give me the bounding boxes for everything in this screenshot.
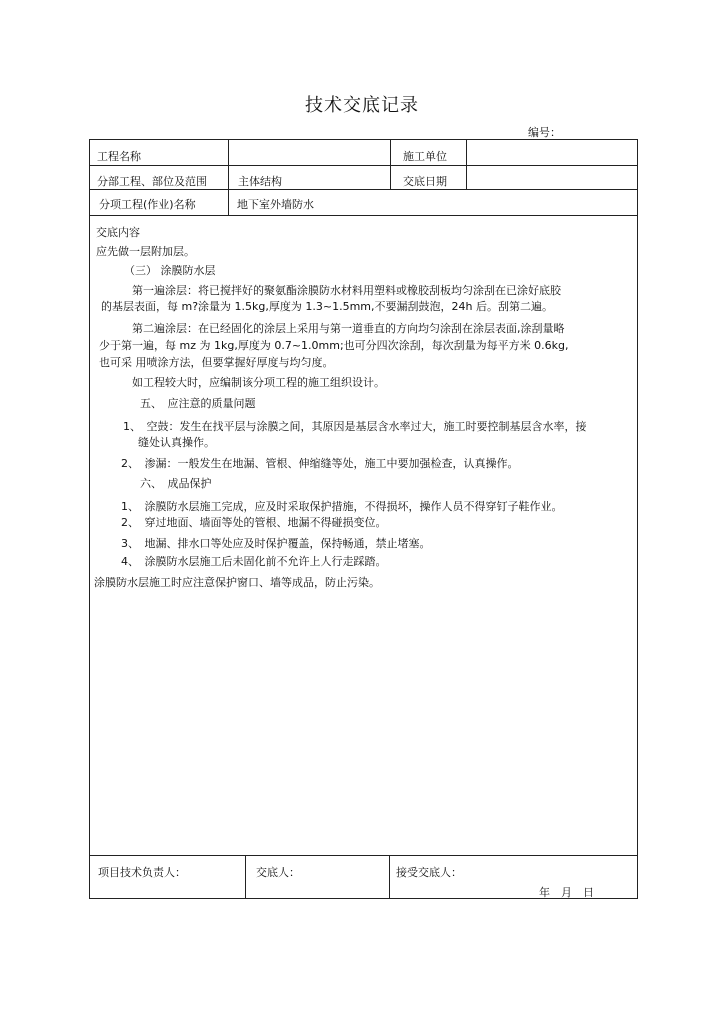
col-divider bbox=[389, 855, 390, 899]
row-divider bbox=[90, 165, 637, 166]
construction-unit-label: 施工单位 bbox=[403, 150, 447, 163]
content-line: 五、 应注意的质量问题 bbox=[140, 397, 256, 410]
content-line: 少于第一遍，每 mz 为 1kg,厚度为 0.7~1.0mm;也可分四次涂刮，每次刮量为每平方米 0.6kg, bbox=[99, 339, 569, 352]
content-line: 2、 穿过地面、墙面等处的管根、地漏不得碰损变位。 bbox=[121, 516, 387, 529]
content-line: （三） 涂膜防水层 bbox=[124, 264, 216, 277]
col-divider bbox=[466, 140, 467, 189]
col-divider bbox=[390, 140, 391, 189]
document-title: 技术交底记录 bbox=[305, 95, 419, 116]
sub-item-value: 地下室外墙防水 bbox=[237, 198, 314, 211]
signature-date: 年 月 日 bbox=[539, 886, 594, 899]
handover-person-label: 交底人： bbox=[256, 866, 300, 879]
content-section-label: 交底内容 bbox=[96, 226, 140, 239]
receiver-label: 接受交底人： bbox=[396, 866, 462, 879]
tech-lead-label: 项目技术负责人： bbox=[98, 866, 186, 879]
content-line: 第一遍涂层：将已搅拌好的聚氨酯涂膜防水材料用塑料或橡胶刮板均匀涂刮在已涂好底胶 bbox=[132, 284, 561, 297]
division-label: 分部工程、部位及范围 bbox=[97, 175, 207, 188]
content-line: 1、 涂膜防水层施工完成，应及时采取保护措施，不得损坏，操作人员不得穿钉子鞋作业。 bbox=[121, 500, 563, 513]
content-line: 第二遍涂层：在已经固化的涂层上采用与第一道垂直的方向均匀涂刮在涂层表面,涂刮量略 bbox=[132, 322, 565, 335]
document-number-label: 编号： bbox=[528, 126, 561, 139]
content-line: 如工程较大时，应编制该分项工程的施工组织设计。 bbox=[132, 376, 385, 389]
content-line: 也可采 用喷涂方法，但要掌握好厚度与均匀度。 bbox=[99, 356, 334, 369]
row-divider bbox=[90, 215, 637, 216]
col-divider bbox=[228, 140, 229, 215]
content-line: 2、 渗漏：一般发生在地漏、管根、伸缩缝等处，施工中要加强检查，认真操作。 bbox=[121, 457, 519, 470]
content-line: 1、 空鼓：发生在找平层与涂膜之间，其原因是基层含水率过大，施工时要控制基层含水率，接 bbox=[123, 420, 587, 433]
content-line: 涂膜防水层施工时应注意保护窗口、墙等成品，防止污染。 bbox=[94, 576, 380, 589]
content-line: 3、 地漏、排水口等处应及时保护覆盖，保持畅通，禁止堵塞。 bbox=[121, 537, 431, 550]
content-line: 缝处认真操作。 bbox=[138, 436, 215, 449]
content-line: 应先做一层附加层。 bbox=[96, 245, 195, 258]
project-name-label: 工程名称 bbox=[97, 150, 141, 163]
row-divider bbox=[90, 189, 637, 190]
content-line: 4、 涂膜防水层施工后未固化前不允许上人行走踩踏。 bbox=[121, 555, 387, 568]
col-divider bbox=[245, 855, 246, 899]
handover-date-label: 交底日期 bbox=[403, 175, 447, 188]
division-value: 主体结构 bbox=[238, 175, 282, 188]
content-line: 六、 成品保护 bbox=[140, 477, 212, 490]
sub-item-label: 分项工程(作业)名称 bbox=[99, 198, 196, 211]
content-line: 的基层表面，每 m?涂量为 1.5kg,厚度为 1.3~1.5mm,不要漏刮鼓泡，24h 后。刮第二遍。 bbox=[101, 300, 553, 313]
record-table bbox=[89, 139, 638, 899]
row-divider bbox=[90, 855, 637, 856]
